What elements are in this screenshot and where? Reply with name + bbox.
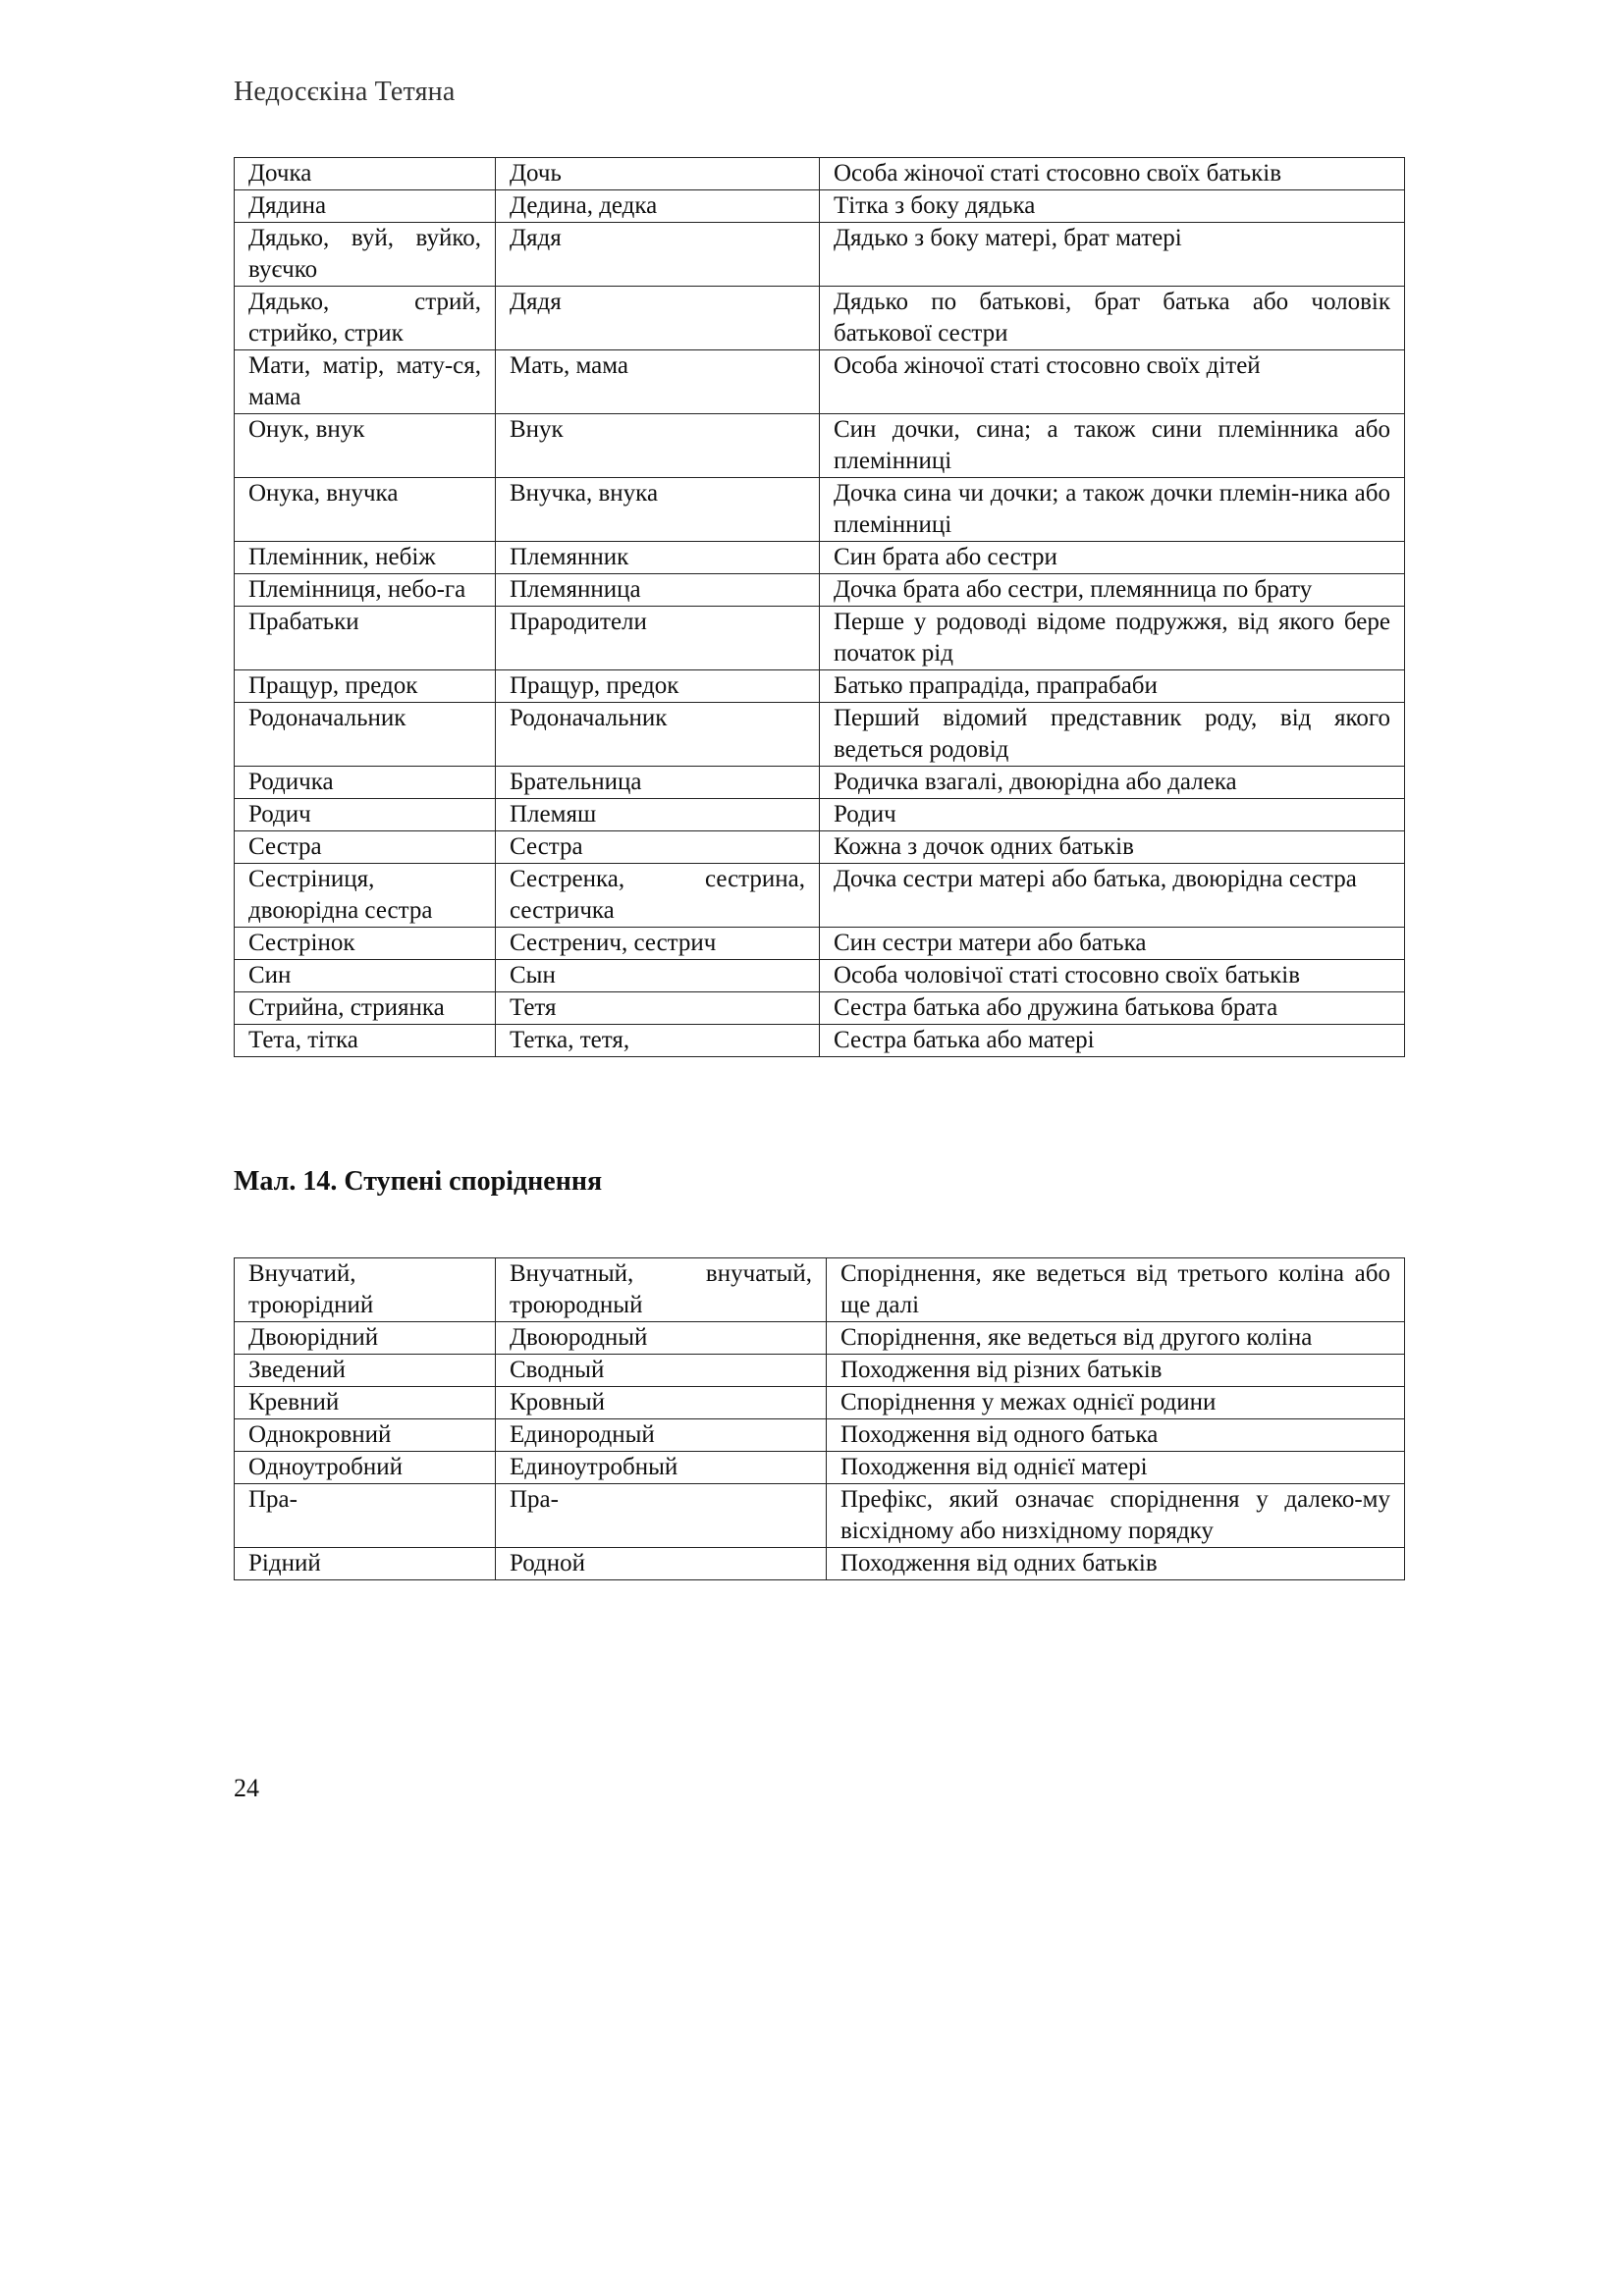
russian-term-cell: Племянница [496, 574, 820, 607]
russian-term-cell: Единородный [496, 1419, 827, 1452]
russian-term-cell: Тетка, тетя, [496, 1025, 820, 1057]
russian-term-cell: Родной [496, 1548, 827, 1580]
table-row [235, 1025, 1405, 1057]
russian-term-cell: Внук [496, 414, 820, 478]
table-row [235, 158, 1405, 190]
table-row [235, 703, 1405, 767]
ukrainian-term-cell: Племінник, небіж [235, 542, 496, 574]
ukrainian-term-cell: Дядина [235, 190, 496, 223]
definition-cell: Походження від одних батьків [827, 1548, 1405, 1580]
table-row [235, 831, 1405, 864]
russian-term-cell: Пращур, предок [496, 670, 820, 703]
definition-cell: Особа жіночої статі стосовно своїх дітей [820, 350, 1405, 414]
ukrainian-term-cell: Онука, внучка [235, 478, 496, 542]
ukrainian-term-cell: Стрийна, стриянка [235, 992, 496, 1025]
table-row [235, 542, 1405, 574]
table-row [235, 1387, 1405, 1419]
running-head-author: Недосєкіна Тетяна [234, 77, 456, 107]
table-row [235, 350, 1405, 414]
ukrainian-term-cell: Родичка [235, 767, 496, 799]
table-row [235, 992, 1405, 1025]
table-row [235, 607, 1405, 670]
definition-cell: Особа жіночої статі стосовно своїх батьків [820, 158, 1405, 190]
russian-term-cell: Единоутробный [496, 1452, 827, 1484]
definition-cell: Походження від однієї матері [827, 1452, 1405, 1484]
ukrainian-term-cell: Родоначальник [235, 703, 496, 767]
definition-cell: Тітка з боку дядька [820, 190, 1405, 223]
table-row [235, 960, 1405, 992]
ukrainian-term-cell: Пращур, предок [235, 670, 496, 703]
definition-cell: Перше у родоводі відоме подружжя, від якого бере початок рід [820, 607, 1405, 670]
table-row [235, 1355, 1405, 1387]
table-row [235, 1419, 1405, 1452]
definition-cell: Дядько по батькові, брат батька або чоловік батькової сестри [820, 287, 1405, 350]
russian-term-cell: Дядя [496, 287, 820, 350]
definition-cell: Дядько з боку матері, брат матері [820, 223, 1405, 287]
ukrainian-term-cell: Сестрінок [235, 928, 496, 960]
table-row [235, 1452, 1405, 1484]
definition-cell: Родичка взагалі, двоюрідна або далека [820, 767, 1405, 799]
ukrainian-term-cell: Кревний [235, 1387, 496, 1419]
definition-cell: Сестра батька або матері [820, 1025, 1405, 1057]
definition-cell: Особа чоловічої статі стосовно своїх батьків [820, 960, 1405, 992]
figure-caption: Мал. 14. Ступені споріднення [234, 1166, 603, 1197]
ukrainian-term-cell: Прабатьки [235, 607, 496, 670]
table-row [235, 1258, 1405, 1322]
table-row [235, 928, 1405, 960]
definition-cell: Споріднення, яке ведеться від другого коліна [827, 1322, 1405, 1355]
definition-cell: Дочка брата або сестри, племянница по брату [820, 574, 1405, 607]
russian-term-cell: Родоначальник [496, 703, 820, 767]
ukrainian-term-cell: Дочка [235, 158, 496, 190]
kinship-degrees-table-body [235, 1258, 1405, 1580]
table-row [235, 1322, 1405, 1355]
definition-cell: Дочка сестри матері або батька, двоюрідна сестра [820, 864, 1405, 928]
ukrainian-term-cell: Мати, матір, мату-ся, мама [235, 350, 496, 414]
ukrainian-term-cell: Онук, внук [235, 414, 496, 478]
ukrainian-term-cell: Племінниця, небо-га [235, 574, 496, 607]
russian-term-cell: Прародители [496, 607, 820, 670]
ukrainian-term-cell: Тета, тітка [235, 1025, 496, 1057]
kinship-terms-table [234, 157, 1405, 1057]
definition-cell: Споріднення, яке ведеться від третього коліна або ще далі [827, 1258, 1405, 1322]
ukrainian-term-cell: Родич [235, 799, 496, 831]
russian-term-cell: Мать, мама [496, 350, 820, 414]
russian-term-cell: Сестренка, сестрина, сестричка [496, 864, 820, 928]
russian-term-cell: Племяш [496, 799, 820, 831]
definition-cell: Кожна з дочок одних батьків [820, 831, 1405, 864]
page-number: 24 [234, 1774, 259, 1802]
table-row [235, 767, 1405, 799]
definition-cell: Споріднення у межах однієї родини [827, 1387, 1405, 1419]
definition-cell: Родич [820, 799, 1405, 831]
ukrainian-term-cell: Рідний [235, 1548, 496, 1580]
russian-term-cell: Сестра [496, 831, 820, 864]
table-row [235, 574, 1405, 607]
definition-cell: Дочка сина чи дочки; а також дочки племін-ника або племінниці [820, 478, 1405, 542]
ukrainian-term-cell: Пра- [235, 1484, 496, 1548]
ukrainian-term-cell: Дядько, стрий, стрийко, стрик [235, 287, 496, 350]
russian-term-cell: Кровный [496, 1387, 827, 1419]
definition-cell: Батько прапрадіда, прапрабаби [820, 670, 1405, 703]
table-row [235, 478, 1405, 542]
definition-cell: Син дочки, сина; а також сини племінника або племінниці [820, 414, 1405, 478]
ukrainian-term-cell: Дядько, вуй, вуйко, вуєчко [235, 223, 496, 287]
russian-term-cell: Сын [496, 960, 820, 992]
russian-term-cell: Пра- [496, 1484, 827, 1548]
russian-term-cell: Дядя [496, 223, 820, 287]
definition-cell: Префікс, який означає споріднення у далеко-му вісхідному або низхідному порядку [827, 1484, 1405, 1548]
russian-term-cell: Внучка, внука [496, 478, 820, 542]
table-row [235, 190, 1405, 223]
table-row [235, 670, 1405, 703]
russian-term-cell: Сестренич, сестрич [496, 928, 820, 960]
definition-cell: Син сестри матери або батька [820, 928, 1405, 960]
table-row [235, 414, 1405, 478]
ukrainian-term-cell: Двоюрідний [235, 1322, 496, 1355]
russian-term-cell: Тетя [496, 992, 820, 1025]
ukrainian-term-cell: Син [235, 960, 496, 992]
kinship-terms-table-body [235, 158, 1405, 1057]
ukrainian-term-cell: Внучатий, троюрідний [235, 1258, 496, 1322]
ukrainian-term-cell: Сестріниця, двоюрідна сестра [235, 864, 496, 928]
definition-cell: Син брата або сестри [820, 542, 1405, 574]
table-row [235, 287, 1405, 350]
ukrainian-term-cell: Одноутробний [235, 1452, 496, 1484]
table-row [235, 864, 1405, 928]
russian-term-cell: Брательница [496, 767, 820, 799]
ukrainian-term-cell: Однокровний [235, 1419, 496, 1452]
definition-cell: Перший відомий представник роду, від якого ведеться родовід [820, 703, 1405, 767]
definition-cell: Походження від одного батька [827, 1419, 1405, 1452]
definition-cell: Сестра батька або дружина батькова брата [820, 992, 1405, 1025]
russian-term-cell: Дедина, дедка [496, 190, 820, 223]
kinship-degrees-table [234, 1257, 1405, 1580]
table-row [235, 1484, 1405, 1548]
definition-cell: Походження від різних батьків [827, 1355, 1405, 1387]
table-row [235, 223, 1405, 287]
table-row [235, 799, 1405, 831]
ukrainian-term-cell: Сестра [235, 831, 496, 864]
ukrainian-term-cell: Зведений [235, 1355, 496, 1387]
russian-term-cell: Дочь [496, 158, 820, 190]
table-row [235, 1548, 1405, 1580]
russian-term-cell: Внучатный, внучатый, троюродный [496, 1258, 827, 1322]
russian-term-cell: Племянник [496, 542, 820, 574]
russian-term-cell: Двоюродный [496, 1322, 827, 1355]
russian-term-cell: Сводный [496, 1355, 827, 1387]
